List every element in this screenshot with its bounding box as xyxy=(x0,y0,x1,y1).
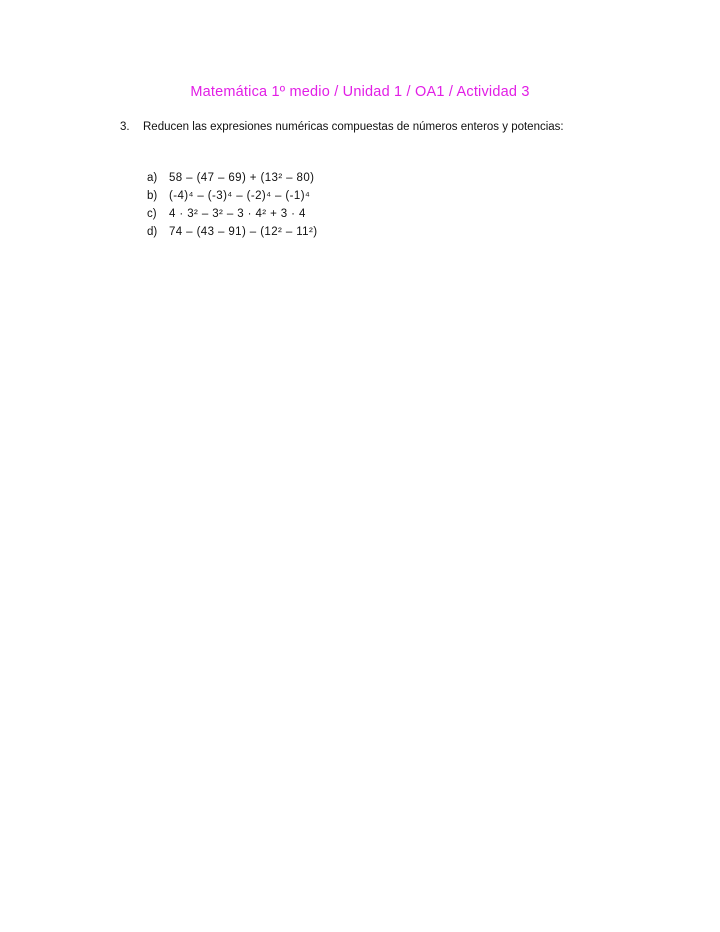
exercise-expression: 74 – (43 – 91) – (12² – 11²) xyxy=(169,226,318,238)
exercise-label: b) xyxy=(147,190,158,202)
exercise-item-b xyxy=(147,187,317,205)
question-text: Reducen las expresiones numéricas compuestas de números enteros y potencias: xyxy=(143,121,564,133)
exercise-list xyxy=(147,169,317,241)
exercise-item-a xyxy=(147,169,317,187)
question-block xyxy=(120,119,580,136)
exercise-item-c xyxy=(147,205,317,223)
exercise-item-d xyxy=(147,223,317,241)
exercise-label: c) xyxy=(147,208,157,220)
exercise-expression: (-4)⁴ – (-3)⁴ – (-2)⁴ – (-1)⁴ xyxy=(169,190,311,202)
exercise-label: d) xyxy=(147,226,158,238)
exercise-expression: 58 – (47 – 69) + (13² – 80) xyxy=(169,172,315,184)
question-number: 3. xyxy=(120,121,130,133)
page-title: Matemática 1º medio / Unidad 1 / OA1 / Actividad 3 xyxy=(190,84,530,100)
exercise-expression: 4 · 3² – 3² – 3 · 4² + 3 · 4 xyxy=(169,208,306,220)
exercise-label: a) xyxy=(147,172,158,184)
